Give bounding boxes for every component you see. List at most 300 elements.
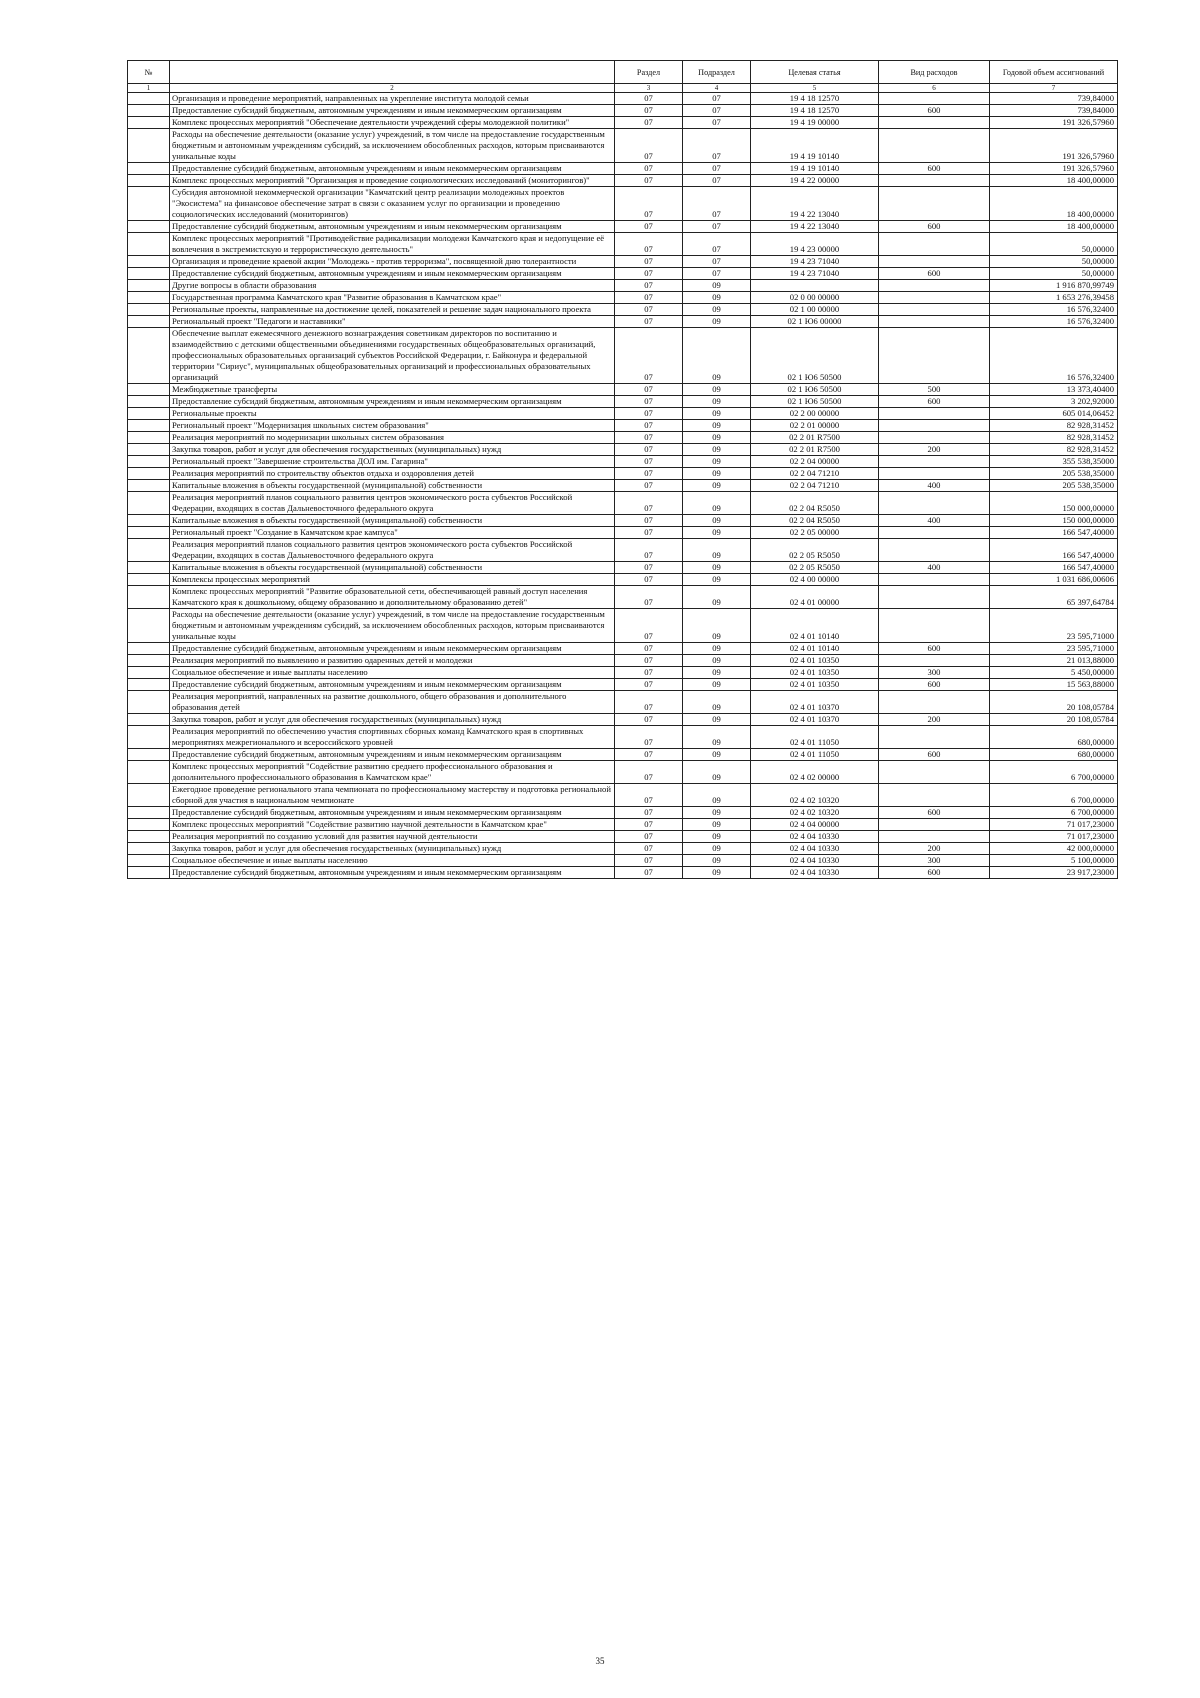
row-number bbox=[128, 292, 170, 304]
table-row bbox=[128, 855, 1118, 867]
header-podrazdel: Подраздел bbox=[683, 61, 751, 84]
table-row bbox=[128, 562, 1118, 574]
row-name: Предоставление субсидий бюджетным, автономным учреждениям и иным некоммерческим организациям bbox=[170, 396, 615, 408]
row-podrazdel: 09 bbox=[683, 408, 751, 420]
row-podrazdel: 09 bbox=[683, 444, 751, 456]
row-number bbox=[128, 643, 170, 655]
row-razdel: 07 bbox=[615, 784, 683, 807]
row-expense-type: 300 bbox=[879, 855, 990, 867]
row-podrazdel: 07 bbox=[683, 105, 751, 117]
row-number bbox=[128, 432, 170, 444]
row-podrazdel: 09 bbox=[683, 480, 751, 492]
row-razdel: 07 bbox=[615, 867, 683, 879]
row-target-article: 02 4 04 10330 bbox=[751, 867, 879, 879]
row-podrazdel: 09 bbox=[683, 609, 751, 643]
row-name: Субсидия автономной некоммерческой организации "Камчатский центр реализации молодежных проектов "Экосистема" на финансовое обеспечение затрат в связи с оказанием услуг по организации и проведению социологических исследований (мониторингов) bbox=[170, 187, 615, 221]
table-row bbox=[128, 256, 1118, 268]
row-number bbox=[128, 492, 170, 515]
row-number bbox=[128, 586, 170, 609]
row-expense-type: 300 bbox=[879, 667, 990, 679]
row-razdel: 07 bbox=[615, 667, 683, 679]
row-amount: 42 000,00000 bbox=[990, 843, 1118, 855]
row-number bbox=[128, 304, 170, 316]
row-amount: 680,00000 bbox=[990, 749, 1118, 761]
row-razdel: 07 bbox=[615, 444, 683, 456]
row-target-article: 02 2 04 71210 bbox=[751, 480, 879, 492]
row-target-article: 02 2 04 R5050 bbox=[751, 492, 879, 515]
row-amount: 6 700,00000 bbox=[990, 761, 1118, 784]
row-podrazdel: 09 bbox=[683, 384, 751, 396]
row-expense-type bbox=[879, 784, 990, 807]
row-podrazdel: 09 bbox=[683, 328, 751, 384]
row-number bbox=[128, 843, 170, 855]
row-podrazdel: 09 bbox=[683, 280, 751, 292]
row-name: Реализация мероприятий по обеспечению участия спортивных сборных команд Камчатского края в спортивных мероприятиях межрегионального и всероссийского уровней bbox=[170, 726, 615, 749]
row-podrazdel: 09 bbox=[683, 574, 751, 586]
table-row bbox=[128, 691, 1118, 714]
row-target-article: 02 4 01 10370 bbox=[751, 714, 879, 726]
row-podrazdel: 09 bbox=[683, 643, 751, 655]
row-expense-type bbox=[879, 831, 990, 843]
row-target-article: 02 0 00 00000 bbox=[751, 292, 879, 304]
row-amount: 191 326,57960 bbox=[990, 129, 1118, 163]
row-razdel: 07 bbox=[615, 468, 683, 480]
row-target-article: 02 2 05 R5050 bbox=[751, 539, 879, 562]
row-expense-type bbox=[879, 456, 990, 468]
row-target-article: 19 4 23 71040 bbox=[751, 268, 879, 280]
row-number bbox=[128, 328, 170, 384]
row-amount: 16 576,32400 bbox=[990, 304, 1118, 316]
row-number bbox=[128, 807, 170, 819]
row-target-article: 19 4 22 13040 bbox=[751, 221, 879, 233]
row-amount: 166 547,40000 bbox=[990, 527, 1118, 539]
table-row bbox=[128, 761, 1118, 784]
row-podrazdel: 09 bbox=[683, 539, 751, 562]
row-razdel: 07 bbox=[615, 714, 683, 726]
row-target-article: 02 2 04 00000 bbox=[751, 456, 879, 468]
row-number bbox=[128, 468, 170, 480]
table-row bbox=[128, 480, 1118, 492]
row-name: Предоставление субсидий бюджетным, автономным учреждениям и иным некоммерческим организациям bbox=[170, 105, 615, 117]
row-amount: 71 017,23000 bbox=[990, 831, 1118, 843]
row-target-article: 19 4 19 00000 bbox=[751, 117, 879, 129]
row-amount: 1 916 870,99749 bbox=[990, 280, 1118, 292]
row-expense-type bbox=[879, 726, 990, 749]
header-razdel: Раздел bbox=[615, 61, 683, 84]
row-number bbox=[128, 408, 170, 420]
table-row bbox=[128, 93, 1118, 105]
row-expense-type bbox=[879, 691, 990, 714]
row-amount: 13 373,40400 bbox=[990, 384, 1118, 396]
row-razdel: 07 bbox=[615, 233, 683, 256]
row-amount: 6 700,00000 bbox=[990, 784, 1118, 807]
row-amount: 605 014,06452 bbox=[990, 408, 1118, 420]
row-expense-type: 600 bbox=[879, 679, 990, 691]
row-razdel: 07 bbox=[615, 691, 683, 714]
row-name: Комплекс процессных мероприятий "Развитие образовательной сети, обеспечивающей равный доступ населения Камчатского края к дошкольному, общему образованию и дополнительному образованию детей" bbox=[170, 586, 615, 609]
row-target-article bbox=[751, 280, 879, 292]
row-podrazdel: 07 bbox=[683, 256, 751, 268]
row-expense-type: 600 bbox=[879, 396, 990, 408]
row-amount: 16 576,32400 bbox=[990, 328, 1118, 384]
row-amount: 20 108,05784 bbox=[990, 714, 1118, 726]
row-name: Социальное обеспечение и иные выплаты населению bbox=[170, 667, 615, 679]
row-target-article: 02 4 01 00000 bbox=[751, 586, 879, 609]
row-podrazdel: 09 bbox=[683, 667, 751, 679]
row-target-article: 02 2 05 R5050 bbox=[751, 562, 879, 574]
row-name: Реализация мероприятий по созданию условий для развития научной деятельности bbox=[170, 831, 615, 843]
row-expense-type bbox=[879, 187, 990, 221]
table-row bbox=[128, 574, 1118, 586]
row-amount: 50,00000 bbox=[990, 256, 1118, 268]
row-podrazdel: 09 bbox=[683, 807, 751, 819]
row-target-article: 02 2 04 R5050 bbox=[751, 515, 879, 527]
row-name: Комплекс процессных мероприятий "Обеспечение деятельности учреждений сферы молодежной политики" bbox=[170, 117, 615, 129]
row-podrazdel: 09 bbox=[683, 316, 751, 328]
row-podrazdel: 09 bbox=[683, 420, 751, 432]
row-target-article: 02 4 02 10320 bbox=[751, 807, 879, 819]
row-name: Организация и проведение краевой акции "Молодежь - против терроризма", посвященной дню толерантности bbox=[170, 256, 615, 268]
row-podrazdel: 09 bbox=[683, 304, 751, 316]
table-row bbox=[128, 396, 1118, 408]
row-number bbox=[128, 456, 170, 468]
header-name bbox=[170, 61, 615, 84]
row-razdel: 07 bbox=[615, 93, 683, 105]
row-amount: 82 928,31452 bbox=[990, 444, 1118, 456]
row-razdel: 07 bbox=[615, 539, 683, 562]
table-row bbox=[128, 420, 1118, 432]
table-row bbox=[128, 175, 1118, 187]
column-number: 4 bbox=[683, 84, 751, 93]
row-razdel: 07 bbox=[615, 643, 683, 655]
row-number bbox=[128, 187, 170, 221]
table-row bbox=[128, 163, 1118, 175]
row-razdel: 07 bbox=[615, 586, 683, 609]
row-number bbox=[128, 163, 170, 175]
row-podrazdel: 07 bbox=[683, 93, 751, 105]
row-razdel: 07 bbox=[615, 384, 683, 396]
row-razdel: 07 bbox=[615, 492, 683, 515]
row-expense-type bbox=[879, 468, 990, 480]
row-amount: 5 100,00000 bbox=[990, 855, 1118, 867]
row-razdel: 07 bbox=[615, 855, 683, 867]
row-target-article: 02 4 01 10370 bbox=[751, 691, 879, 714]
row-name: Организация и проведение мероприятий, направленных на укрепление института молодой семьи bbox=[170, 93, 615, 105]
row-podrazdel: 09 bbox=[683, 562, 751, 574]
row-podrazdel: 09 bbox=[683, 843, 751, 855]
table-row bbox=[128, 328, 1118, 384]
row-target-article: 19 4 22 00000 bbox=[751, 175, 879, 187]
row-amount: 1 653 276,39458 bbox=[990, 292, 1118, 304]
row-target-article: 02 2 00 00000 bbox=[751, 408, 879, 420]
row-amount: 23 595,71000 bbox=[990, 609, 1118, 643]
row-podrazdel: 07 bbox=[683, 221, 751, 233]
row-expense-type bbox=[879, 761, 990, 784]
row-number bbox=[128, 831, 170, 843]
row-name: Реализация мероприятий по модернизации школьных систем образования bbox=[170, 432, 615, 444]
row-number bbox=[128, 480, 170, 492]
row-podrazdel: 09 bbox=[683, 749, 751, 761]
row-expense-type: 200 bbox=[879, 714, 990, 726]
row-razdel: 07 bbox=[615, 456, 683, 468]
row-number bbox=[128, 316, 170, 328]
row-number bbox=[128, 515, 170, 527]
row-target-article: 19 4 18 12570 bbox=[751, 93, 879, 105]
row-target-article: 19 4 22 13040 bbox=[751, 187, 879, 221]
column-number: 3 bbox=[615, 84, 683, 93]
row-expense-type bbox=[879, 233, 990, 256]
row-expense-type: 600 bbox=[879, 867, 990, 879]
row-target-article: 02 4 04 00000 bbox=[751, 819, 879, 831]
table-body bbox=[128, 93, 1118, 879]
row-name: Реализация мероприятий планов социального развития центров экономического роста субъектов Российской Федерации, входящих в состав Дальневосточного федерального округа bbox=[170, 539, 615, 562]
table-row bbox=[128, 316, 1118, 328]
row-amount: 50,00000 bbox=[990, 233, 1118, 256]
row-number bbox=[128, 562, 170, 574]
row-number bbox=[128, 384, 170, 396]
table-row bbox=[128, 586, 1118, 609]
row-razdel: 07 bbox=[615, 831, 683, 843]
row-number bbox=[128, 105, 170, 117]
row-expense-type bbox=[879, 129, 990, 163]
row-name: Обеспечение выплат ежемесячного денежного вознаграждения советникам директоров по воспитанию и взаимодействию с детскими общественными объединениями государственных общеобразовательных организаций, профессиональных образовательных организаций субъектов Российской Федерации, г. Байконура и федеральной территории "Сириус", муниципальных общеобразовательных организаций и профессиональных образовательных организаций bbox=[170, 328, 615, 384]
row-expense-type: 400 bbox=[879, 562, 990, 574]
row-razdel: 07 bbox=[615, 256, 683, 268]
column-number-row bbox=[128, 84, 1118, 93]
row-name: Предоставление субсидий бюджетным, автономным учреждениям и иным некоммерческим организациям bbox=[170, 163, 615, 175]
row-name: Закупка товаров, работ и услуг для обеспечения государственных (муниципальных) нужд bbox=[170, 714, 615, 726]
row-amount: 50,00000 bbox=[990, 268, 1118, 280]
row-amount: 18 400,00000 bbox=[990, 187, 1118, 221]
row-target-article: 02 4 00 00000 bbox=[751, 574, 879, 586]
row-expense-type bbox=[879, 408, 990, 420]
row-amount: 166 547,40000 bbox=[990, 539, 1118, 562]
table-row bbox=[128, 515, 1118, 527]
row-number bbox=[128, 679, 170, 691]
row-number bbox=[128, 396, 170, 408]
row-razdel: 07 bbox=[615, 408, 683, 420]
row-razdel: 07 bbox=[615, 105, 683, 117]
row-amount: 205 538,35000 bbox=[990, 480, 1118, 492]
row-razdel: 07 bbox=[615, 432, 683, 444]
row-expense-type: 200 bbox=[879, 444, 990, 456]
row-number bbox=[128, 609, 170, 643]
row-target-article: 19 4 23 71040 bbox=[751, 256, 879, 268]
row-name: Предоставление субсидий бюджетным, автономным учреждениям и иным некоммерческим организациям bbox=[170, 268, 615, 280]
row-razdel: 07 bbox=[615, 304, 683, 316]
row-podrazdel: 07 bbox=[683, 129, 751, 163]
row-expense-type: 600 bbox=[879, 221, 990, 233]
row-podrazdel: 09 bbox=[683, 292, 751, 304]
table-row bbox=[128, 831, 1118, 843]
row-expense-type bbox=[879, 304, 990, 316]
row-amount: 6 700,00000 bbox=[990, 807, 1118, 819]
row-expense-type bbox=[879, 316, 990, 328]
table-row bbox=[128, 609, 1118, 643]
row-target-article: 02 2 01 R7500 bbox=[751, 444, 879, 456]
row-expense-type bbox=[879, 609, 990, 643]
row-name: Предоставление субсидий бюджетным, автономным учреждениям и иным некоммерческим организациям bbox=[170, 867, 615, 879]
row-number bbox=[128, 867, 170, 879]
row-razdel: 07 bbox=[615, 562, 683, 574]
row-number bbox=[128, 527, 170, 539]
row-razdel: 07 bbox=[615, 749, 683, 761]
row-expense-type: 400 bbox=[879, 515, 990, 527]
row-amount: 23 595,71000 bbox=[990, 643, 1118, 655]
row-amount: 65 397,64784 bbox=[990, 586, 1118, 609]
row-number bbox=[128, 761, 170, 784]
row-expense-type bbox=[879, 574, 990, 586]
table-header-row bbox=[128, 61, 1118, 84]
row-amount: 150 000,00000 bbox=[990, 492, 1118, 515]
row-amount: 15 563,88000 bbox=[990, 679, 1118, 691]
table-row bbox=[128, 749, 1118, 761]
table-row bbox=[128, 726, 1118, 749]
row-number bbox=[128, 655, 170, 667]
row-razdel: 07 bbox=[615, 574, 683, 586]
row-razdel: 07 bbox=[615, 396, 683, 408]
row-razdel: 07 bbox=[615, 515, 683, 527]
row-razdel: 07 bbox=[615, 843, 683, 855]
table-row bbox=[128, 280, 1118, 292]
row-name: Региональные проекты, направленные на достижение целей, показателей и решение задач национального проекта bbox=[170, 304, 615, 316]
row-podrazdel: 09 bbox=[683, 726, 751, 749]
table-row bbox=[128, 492, 1118, 515]
table-row bbox=[128, 187, 1118, 221]
row-number bbox=[128, 667, 170, 679]
table-row bbox=[128, 527, 1118, 539]
row-number bbox=[128, 784, 170, 807]
column-number: 6 bbox=[879, 84, 990, 93]
row-podrazdel: 09 bbox=[683, 761, 751, 784]
header-annual-amount: Годовой объем ассигнований bbox=[990, 61, 1118, 84]
row-podrazdel: 07 bbox=[683, 175, 751, 187]
row-razdel: 07 bbox=[615, 129, 683, 163]
row-podrazdel: 09 bbox=[683, 855, 751, 867]
row-number bbox=[128, 280, 170, 292]
row-expense-type bbox=[879, 328, 990, 384]
row-name: Расходы на обеспечение деятельности (оказание услуг) учреждений, в том числе на предоставление государственным бюджетным и автономным учреждениям субсидий, за исключением обособленных расходов, которым присваиваются уникальные коды bbox=[170, 609, 615, 643]
table-row bbox=[128, 643, 1118, 655]
row-expense-type bbox=[879, 492, 990, 515]
row-amount: 18 400,00000 bbox=[990, 175, 1118, 187]
row-target-article: 02 4 01 10140 bbox=[751, 643, 879, 655]
row-expense-type bbox=[879, 527, 990, 539]
budget-table bbox=[127, 60, 1118, 879]
row-expense-type bbox=[879, 93, 990, 105]
table-row bbox=[128, 655, 1118, 667]
row-name: Предоставление субсидий бюджетным, автономным учреждениям и иным некоммерческим организациям bbox=[170, 749, 615, 761]
page-number: 35 bbox=[595, 1656, 605, 1666]
row-razdel: 07 bbox=[615, 609, 683, 643]
row-name: Комплекс процессных мероприятий "Содействие развитию среднего профессионального образования и дополнительного профессионального образования в Камчатском крае" bbox=[170, 761, 615, 784]
row-name: Предоставление субсидий бюджетным, автономным учреждениям и иным некоммерческим организациям bbox=[170, 679, 615, 691]
row-name: Капитальные вложения в объекты государственной (муниципальной) собственности bbox=[170, 562, 615, 574]
row-expense-type bbox=[879, 586, 990, 609]
row-expense-type: 600 bbox=[879, 807, 990, 819]
row-amount: 205 538,35000 bbox=[990, 468, 1118, 480]
row-amount: 3 202,92000 bbox=[990, 396, 1118, 408]
column-number: 2 bbox=[170, 84, 615, 93]
row-name: Реализация мероприятий планов социального развития центров экономического роста субъектов Российской Федерации, входящих в состав Дальневосточного федерального округа bbox=[170, 492, 615, 515]
row-podrazdel: 09 bbox=[683, 819, 751, 831]
row-target-article: 02 4 04 10330 bbox=[751, 843, 879, 855]
row-target-article: 02 1 Ю6 50500 bbox=[751, 384, 879, 396]
row-amount: 355 538,35000 bbox=[990, 456, 1118, 468]
header-target-article: Целевая статья bbox=[751, 61, 879, 84]
row-name: Капитальные вложения в объекты государственной (муниципальной) собственности bbox=[170, 515, 615, 527]
row-amount: 16 576,32400 bbox=[990, 316, 1118, 328]
row-name: Ежегодное проведение регионального этапа чемпионата по профессиональному мастерству и подготовка региональной сборной для участия в национальном чемпионате bbox=[170, 784, 615, 807]
row-target-article: 02 4 01 11050 bbox=[751, 749, 879, 761]
row-razdel: 07 bbox=[615, 163, 683, 175]
row-target-article: 02 4 01 10350 bbox=[751, 655, 879, 667]
row-target-article: 02 2 04 71210 bbox=[751, 468, 879, 480]
row-number bbox=[128, 256, 170, 268]
row-name: Закупка товаров, работ и услуг для обеспечения государственных (муниципальных) нужд bbox=[170, 444, 615, 456]
table-row bbox=[128, 807, 1118, 819]
header-number: № bbox=[128, 61, 170, 84]
row-number bbox=[128, 749, 170, 761]
row-razdel: 07 bbox=[615, 268, 683, 280]
row-podrazdel: 09 bbox=[683, 691, 751, 714]
row-expense-type bbox=[879, 819, 990, 831]
row-expense-type bbox=[879, 432, 990, 444]
row-name: Комплексы процессных мероприятий bbox=[170, 574, 615, 586]
table-row bbox=[128, 444, 1118, 456]
row-number bbox=[128, 714, 170, 726]
row-target-article: 02 4 04 10330 bbox=[751, 855, 879, 867]
row-podrazdel: 09 bbox=[683, 396, 751, 408]
row-podrazdel: 07 bbox=[683, 268, 751, 280]
row-razdel: 07 bbox=[615, 280, 683, 292]
row-target-article: 02 4 01 10350 bbox=[751, 667, 879, 679]
row-razdel: 07 bbox=[615, 328, 683, 384]
row-target-article: 02 2 01 00000 bbox=[751, 420, 879, 432]
row-target-article: 19 4 23 00000 bbox=[751, 233, 879, 256]
table-row bbox=[128, 304, 1118, 316]
row-podrazdel: 09 bbox=[683, 867, 751, 879]
row-name: Капитальные вложения в объекты государственной (муниципальной) собственности bbox=[170, 480, 615, 492]
row-podrazdel: 09 bbox=[683, 831, 751, 843]
row-target-article: 02 1 Ю6 50500 bbox=[751, 396, 879, 408]
row-amount: 1 031 686,00606 bbox=[990, 574, 1118, 586]
row-razdel: 07 bbox=[615, 187, 683, 221]
row-podrazdel: 07 bbox=[683, 117, 751, 129]
table-row bbox=[128, 268, 1118, 280]
row-name: Комплекс процессных мероприятий "Противодействие радикализации молодежи Камчатского края и недопущение её вовлечения в экстремистскую и террористическую деятельность" bbox=[170, 233, 615, 256]
row-razdel: 07 bbox=[615, 221, 683, 233]
table-row bbox=[128, 105, 1118, 117]
row-amount: 18 400,00000 bbox=[990, 221, 1118, 233]
row-podrazdel: 09 bbox=[683, 714, 751, 726]
row-amount: 20 108,05784 bbox=[990, 691, 1118, 714]
row-razdel: 07 bbox=[615, 292, 683, 304]
row-target-article: 02 4 02 10320 bbox=[751, 784, 879, 807]
row-number bbox=[128, 221, 170, 233]
row-expense-type: 600 bbox=[879, 163, 990, 175]
row-razdel: 07 bbox=[615, 655, 683, 667]
document-page bbox=[127, 60, 1117, 879]
row-name: Региональные проекты bbox=[170, 408, 615, 420]
row-target-article: 19 4 19 10140 bbox=[751, 129, 879, 163]
row-name: Реализация мероприятий, направленных на развитие дошкольного, общего образования и дополнительного образования детей bbox=[170, 691, 615, 714]
row-podrazdel: 09 bbox=[683, 492, 751, 515]
row-expense-type: 200 bbox=[879, 843, 990, 855]
row-target-article: 19 4 19 10140 bbox=[751, 163, 879, 175]
row-podrazdel: 09 bbox=[683, 456, 751, 468]
table-row bbox=[128, 539, 1118, 562]
